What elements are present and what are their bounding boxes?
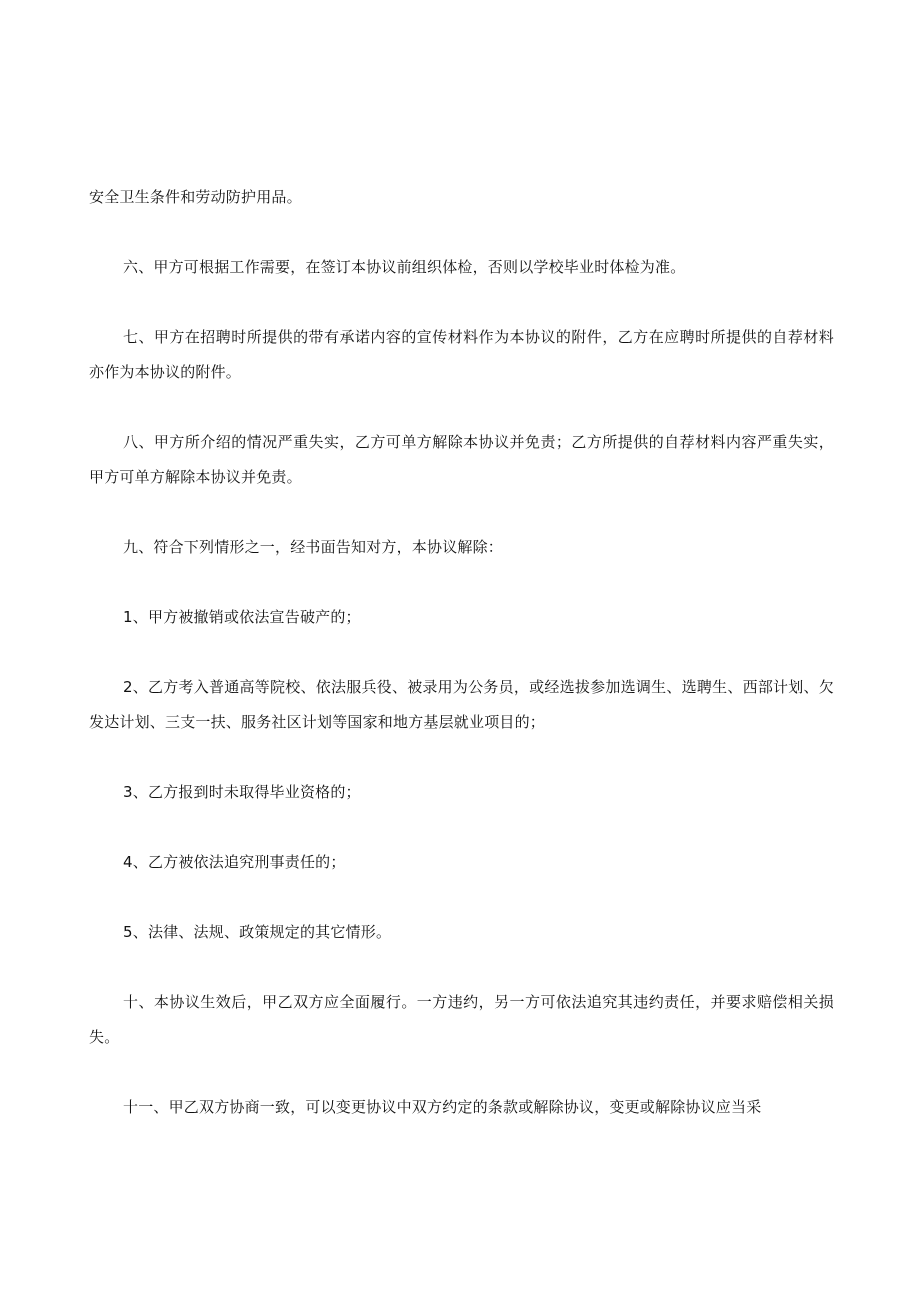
paragraph-item-1: 1、甲方被撤销或依法宣告破产的； [123, 608, 361, 626]
paragraph-clause-10: 十、本协议生效后，甲乙双方应全面履行。一方违约，另一方可依法追究其违约责任，并要求赔偿相关损失。 [89, 993, 834, 1046]
paragraph-item-3: 3、乙方报到时未取得毕业资格的； [123, 783, 361, 801]
paragraph-clause-8: 八、甲方所介绍的情况严重失实，乙方可单方解除本协议并免责；乙方所提供的自荐材料内容严重失实，甲方可单方解除本协议并免责。 [89, 433, 834, 486]
paragraph-clause-6: 六、甲方可根据工作需要，在签订本协议前组织体检，否则以学校毕业时体检为准。 [123, 258, 686, 276]
paragraph-item-5: 5、法律、法规、政策规定的其它情形。 [123, 923, 392, 941]
paragraph-clause-9: 九、符合下列情形之一，经书面告知对方，本协议解除： [123, 538, 504, 556]
paragraph-clause-7: 七、甲方在招聘时所提供的带有承诺内容的宣传材料作为本协议的附件，乙方在应聘时所提供的自荐材料亦作为本协议的附件。 [89, 328, 834, 381]
paragraph-item-4: 4、乙方被依法追究刑事责任的； [123, 853, 346, 871]
document-body [89, 180, 834, 1160]
paragraph-continuation: 安全卫生条件和劳动防护用品。 [89, 188, 302, 206]
paragraph-item-2: 2、乙方考入普通高等院校、依法服兵役、被录用为公务员，或经选拔参加选调生、选聘生、西部计划、欠发达计划、三支一扶、服务社区计划等国家和地方基层就业项目的； [89, 678, 834, 731]
paragraph-clause-11: 十一、甲乙双方协商一致，可以变更协议中双方约定的条款或解除协议，变更或解除协议应当采 [123, 1098, 762, 1116]
